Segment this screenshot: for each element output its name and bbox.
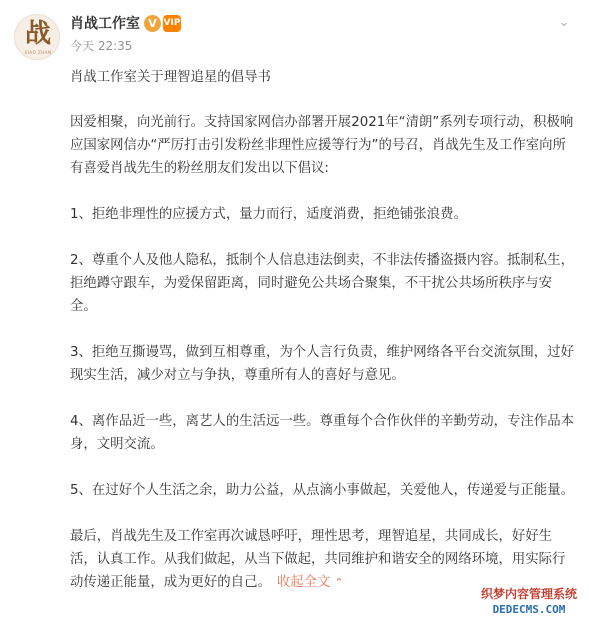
avatar-logo-subtext: XIAO ZHAN xyxy=(24,50,52,55)
avatar[interactable] xyxy=(14,14,60,60)
collapse-label: 收起全文 xyxy=(276,575,331,590)
verified-badge-icon: V xyxy=(144,15,161,32)
author-name[interactable]: 肖战工作室 xyxy=(70,16,140,32)
collapse-full-text-link[interactable] xyxy=(277,575,344,590)
post-timestamp[interactable]: 今天 22:35 xyxy=(70,39,133,53)
chevron-up-icon: ⌃ xyxy=(334,576,344,589)
paragraph-2: 2、尊重个人及他人隐私，抵制个人信息违法倒卖，不非法传播盗摄内容。抵制私生，拒绝蹲守跟车，为爱保留距离，同时避免公共场合聚集，不干扰公共场所秩序与安全。 xyxy=(70,253,574,314)
post-title: 肖战工作室关于理智追星的倡导书 xyxy=(70,70,271,85)
paragraph-1: 1、拒绝非理性的应援方式，量力而行，适度消费，拒绝铺张浪费。 xyxy=(70,207,467,222)
post-content xyxy=(70,66,578,594)
paragraph-closing-text: 最后，肖战先生及工作室再次诚恳呼吁，理性思考，理智追星，共同成长，好好生活，认真工作。从我们做起，从当下做起，共同维护和谐安全的网络环境，用实际行动传递正能量，成为更好的自己。 xyxy=(70,529,566,590)
paragraph-5: 5、在过好个人生活之余，助力公益，从点滴小事做起，关爱他人，传递爱与正能量。 xyxy=(70,483,574,498)
paragraph-4: 4、离作品近一些，离艺人的生活远一些。尊重每个合作伙伴的辛勤劳动，专注作品本身，文明交流。 xyxy=(70,414,574,452)
paragraph-3: 3、拒绝互撕谩骂，做到互相尊重，为个人言行负责，维护网络各平台交流氛围，过好现实生活，减少对立与争执，尊重所有人的喜好与意见。 xyxy=(70,345,574,383)
watermark xyxy=(473,585,585,619)
vip-badge-icon: VIP xyxy=(163,15,181,32)
paragraph-closing xyxy=(70,525,578,594)
paragraph-intro: 因爱相聚，向光前行。支持国家网信办部署开展2021年“清朗”系列专项行动，积极响应国家网信办“严厉打击引发粉丝非理性应援等行为”的号召，肖战先生及工作室向所有喜爱肖战先生的粉丝朋友们发出以下倡议: xyxy=(70,115,574,176)
avatar-logo-glyph: 战 xyxy=(24,19,51,49)
chevron-down-icon[interactable]: ⌄ xyxy=(558,15,570,30)
watermark-line2: DEDECMS.COM xyxy=(492,603,566,616)
watermark-line1: 织梦内容管理系统 xyxy=(480,587,577,601)
